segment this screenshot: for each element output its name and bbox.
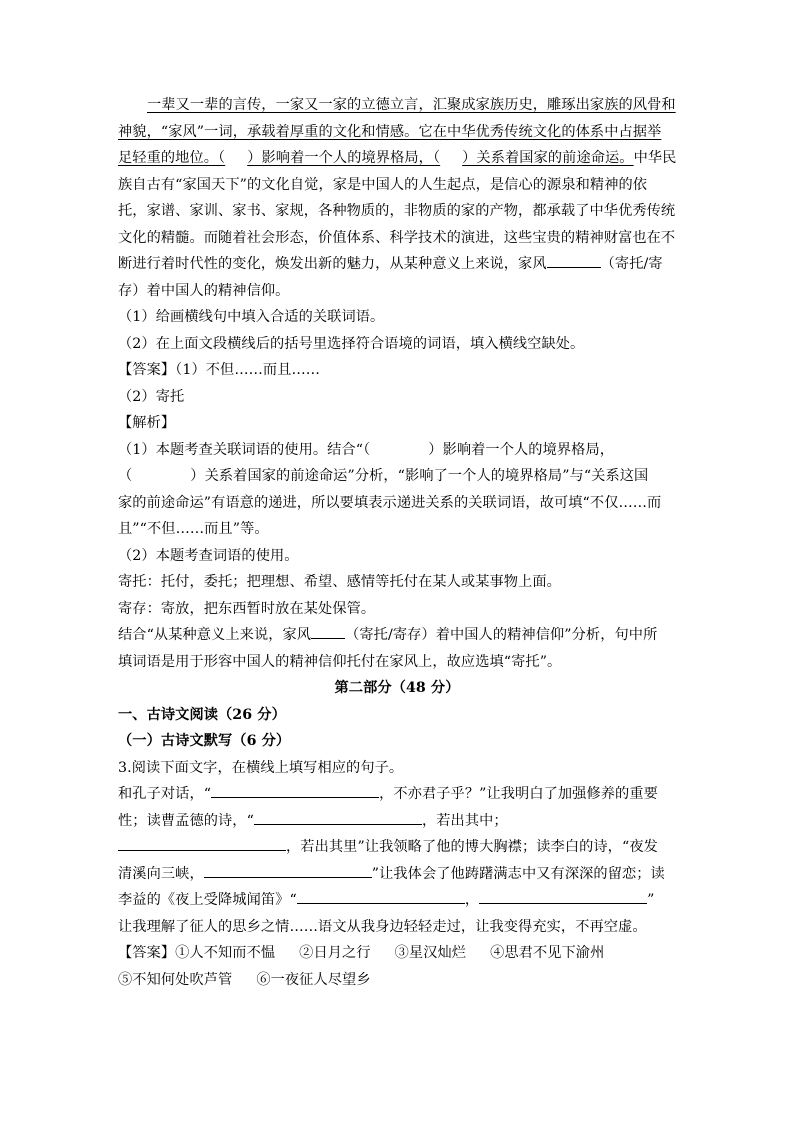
answer-item: ④思君不见下渝州 — [490, 945, 605, 961]
underlined-text: 神貌，“家风”一词，承载着厚重的文化和情感。它在中华优秀传统文化的体系中占据举 — [118, 123, 662, 140]
poem-line-3 — [118, 834, 676, 861]
analysis-text: 结合“从某种意义上来说，家风 — [118, 627, 312, 643]
poem-text: ”让我体会了他踌躇满志中又有深深的留恋；读 — [371, 865, 665, 882]
analysis-text: （寄托/寄存）着中国人的精神信仰”分析，句中所 — [345, 627, 658, 643]
analysis-line-7: 寄存：寄放，把东西暂时放在某处保管。 — [118, 600, 376, 617]
analysis-label: 【解析】 — [118, 415, 176, 431]
analysis-line-3: 家的前途命运”有语意的递进，所以要填表示递进关系的关联词语，故可填“不仅……而 — [118, 494, 662, 511]
passage-line-4: 族自古有“家国天下”的文化自觉，家是中国人的人生起点，是信心的源泉和精神的依 — [118, 176, 648, 193]
underlined-text: 足轻重的地位。（ — [118, 150, 226, 166]
fill-blank — [297, 889, 465, 904]
paren-blank — [440, 145, 462, 172]
fill-blank — [547, 253, 601, 268]
analysis-text: （1）本题考查关联词语的使用。结合“（ — [118, 441, 371, 458]
poem-text: 性；读曹孟德的诗，“ — [118, 812, 254, 829]
poem-text: ，若出其里”让我领略了他的博大胸襟；读李白的诗，“夜发 — [286, 839, 658, 855]
poem-text: 和孔子对话，“ — [118, 786, 212, 802]
poem-text: ，若出其中； — [421, 812, 508, 829]
fill-blank — [254, 810, 422, 825]
fill-blank — [118, 836, 286, 851]
poem-line-6: 让我理解了征人的思乡之情……语文从我身边轻轻走过，让我变得充实，不再空虚。 — [118, 918, 647, 935]
fill-blank — [311, 624, 345, 639]
underlined-text: ）影响着一个人的境界格局，（ — [247, 150, 441, 166]
analysis-line-9: 填词语是用于形容中国人的精神信仰托付在家风上，故应选填“寄托”。 — [118, 653, 562, 670]
answer-label: 【答案】 — [118, 362, 176, 378]
poem-line-4 — [118, 861, 676, 888]
answer-item: ⑥一夜征人尽望乡 — [256, 971, 371, 988]
poem-text: ， — [464, 892, 480, 908]
analysis-line-6: 寄托：托付，委托；把理想、希望、感情等托付在某人或某事物上面。 — [118, 574, 561, 590]
fill-blank — [211, 783, 379, 798]
analysis-line-4: 且”“不但……而且”等。 — [118, 521, 269, 537]
question-3: 3.阅读下面文字，在横线上填写相应的句子。 — [118, 759, 404, 776]
question-1: （1）给画横线句中填入合适的关联词语。 — [118, 309, 385, 325]
analysis-text: ）关系着国家的前途命运”分析，“影响了一个人的境界格局”与“关系这国 — [190, 468, 649, 484]
passage-line-8: 存）着中国人的精神信仰。 — [118, 282, 290, 299]
poem-text: 清溪向三峡， — [118, 865, 204, 882]
poem-text: 李益的《夜上受降城闻笛》“ — [118, 892, 297, 908]
answer-label: 【答案】 — [118, 945, 176, 961]
question-2: （2）在上面文段横线后的括号里选择符合语境的词语，填入横线空缺处。 — [118, 335, 585, 352]
passage-line-2 — [118, 119, 676, 146]
poem-line-1 — [118, 781, 676, 808]
passage-line-7 — [118, 251, 676, 278]
answer-row-2: （2）寄托 — [118, 388, 185, 405]
underlined-text: ）关系着国家的前途命运。 — [462, 150, 634, 166]
passage-text: （寄托/寄 — [600, 256, 663, 272]
passage-line-3 — [118, 145, 676, 172]
answer-row-3 — [118, 940, 676, 967]
section-heading: 一、古诗文阅读（26 分） — [118, 706, 286, 723]
poem-text: ” — [647, 892, 655, 908]
answer-item: ⑤不知何处吹芦管 — [118, 971, 233, 988]
analysis-line-8 — [118, 622, 676, 649]
passage-text: 中华民 — [633, 150, 677, 166]
answer-text: （1）不但……而且…… — [175, 362, 321, 378]
answer-item: ①人不知而不愠 — [175, 945, 276, 961]
passage-line-6: 文化的精髓。而随着社会形态，价值体系、科学技术的演进，这些宝贵的精神财富也在不 — [118, 229, 676, 246]
answer-item: ③星汉灿烂 — [394, 945, 467, 961]
answer-row-4 — [118, 967, 676, 994]
analysis-line-2 — [118, 463, 676, 490]
poem-line-2 — [118, 808, 676, 835]
fill-blank — [479, 889, 647, 904]
document-page — [118, 92, 676, 993]
poem-line-5 — [118, 887, 676, 914]
answer-row — [118, 357, 676, 384]
analysis-text: （ — [118, 468, 133, 484]
answer-item: ②日月之行 — [299, 945, 371, 961]
poem-text: ，不亦君子乎？”让我明白了加强修养的重要 — [379, 786, 658, 802]
passage-text: 断进行着时代性的变化，焕发出新的魅力，从某种意义上来说，家风 — [118, 256, 547, 272]
analysis-line-5: （2）本题考查词语的使用。 — [118, 547, 299, 564]
underlined-text: 一辈又一辈的言传，一家又一家的立德立言，汇聚成家族历史，雕琢出家族的风骨和 — [147, 97, 676, 113]
part-two-title: 第二部分（48 分） — [334, 680, 460, 696]
passage-line-5: 托，家谱、家训、家书、家规，各种物质的，非物质的家的产物，都承载了中华优秀传统 — [118, 203, 676, 219]
analysis-text: ）影响着一个人的境界格局， — [428, 441, 615, 458]
paren-blank — [225, 145, 247, 172]
fill-blank — [204, 863, 372, 878]
analysis-line-1 — [118, 437, 676, 464]
passage-line-1 — [118, 92, 676, 119]
subsection-heading: （一）古诗文默写（6 分） — [118, 733, 291, 749]
